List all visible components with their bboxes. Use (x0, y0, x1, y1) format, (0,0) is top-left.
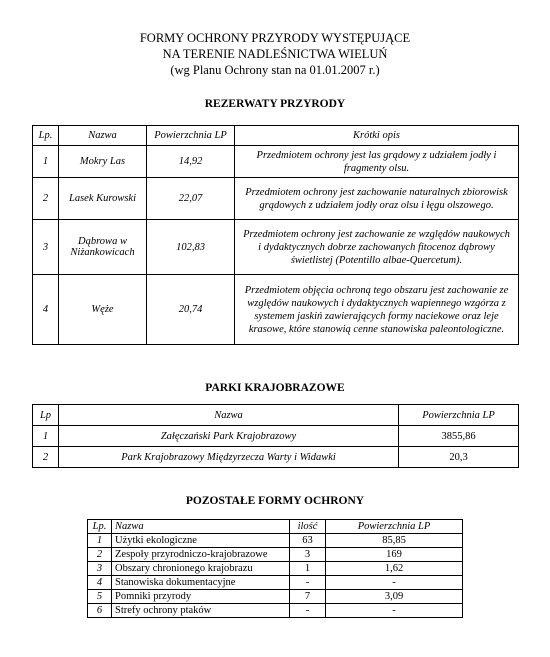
form-count: 1 (290, 562, 326, 576)
row-number: 6 (88, 604, 112, 618)
table-row (88, 576, 463, 590)
column-header: Powierzchnia LP (326, 520, 463, 534)
row-number: 1 (33, 146, 59, 178)
form-name: Użytki ekologiczne (112, 534, 290, 548)
table-row (33, 220, 519, 275)
form-count: 63 (290, 534, 326, 548)
header-line-1: FORMY OCHRONY PRZYRODY WYSTĘPUJĄCE (139, 31, 411, 45)
park-area: 20,3 (399, 447, 519, 468)
column-header: Lp. (88, 520, 112, 534)
column-header: Powierzchnia LP (147, 126, 235, 146)
table-row (33, 146, 519, 178)
reserve-area: 20,74 (147, 275, 235, 345)
row-number: 1 (88, 534, 112, 548)
table-row (88, 590, 463, 604)
column-header: Krótki opis (235, 126, 519, 146)
table-row (88, 562, 463, 576)
form-count: - (290, 604, 326, 618)
row-number: 3 (88, 562, 112, 576)
table-row (88, 548, 463, 562)
other-forms-title: POZOSTAŁE FORMY OCHRONY (185, 495, 365, 507)
document-header (0, 30, 550, 78)
column-header: Nazwa (112, 520, 290, 534)
column-header: Nazwa (59, 126, 147, 146)
table-row (88, 534, 463, 548)
reserve-description: Przedmiotem objęcia ochroną tego obszaru jest zachowanie ze względów naukowych i dydaktycznych wapiennego wzgórza z systemem jaskiń zawierających formy naciekowe oraz leje krasowe, które stanowią cenne stanowiska paleontologiczne. (235, 275, 519, 345)
form-area: 169 (326, 548, 463, 562)
table-row (33, 447, 519, 468)
form-area: - (326, 576, 463, 590)
row-number: 4 (33, 275, 59, 345)
form-area: 1,62 (326, 562, 463, 576)
form-count: 7 (290, 590, 326, 604)
reserve-name: Dąbrowa w Niżankowicach (59, 220, 147, 275)
column-header: Nazwa (59, 405, 399, 426)
parks-table (32, 404, 519, 468)
form-area: 3,09 (326, 590, 463, 604)
reserve-name: Węże (59, 275, 147, 345)
table-row (33, 275, 519, 345)
table-row (33, 426, 519, 447)
table-row (88, 604, 463, 618)
row-number: 4 (88, 576, 112, 590)
form-name: Strefy ochrony ptaków (112, 604, 290, 618)
form-area: - (326, 604, 463, 618)
reserve-description: Przedmiotem ochrony jest zachowanie ze względów naukowych i dydaktycznych dobrze zachowanych fitocenoz dąbrowy świetlistej (Potentillo albae-Quercetum). (235, 220, 519, 275)
park-area: 3855,86 (399, 426, 519, 447)
header-line-2: NA TERENIE NADLEŚNICTWA WIELUŃ (162, 47, 388, 61)
reserve-area: 14,92 (147, 146, 235, 178)
reserves-title: REZERWATY PRZYRODY (204, 98, 346, 110)
reserve-description: Przedmiotem ochrony jest las grądowy z udziałem jodły i fragmenty olsu. (235, 146, 519, 178)
parks-title: PARKI KRAJOBRAZOWE (205, 382, 345, 394)
form-name: Pomniki przyrody (112, 590, 290, 604)
column-header: Lp. (33, 126, 59, 146)
form-name: Zespoły przyrodniczo-krajobrazowe (112, 548, 290, 562)
reserves-table (32, 125, 519, 345)
reserve-area: 102,83 (147, 220, 235, 275)
row-number: 3 (33, 220, 59, 275)
reserve-area: 22,07 (147, 178, 235, 220)
form-name: Obszary chronionego krajobrazu (112, 562, 290, 576)
column-header: Lp (33, 405, 59, 426)
table-row (33, 178, 519, 220)
form-name: Stanowiska dokumentacyjne (112, 576, 290, 590)
column-header: ilość (290, 520, 326, 534)
park-name: Park Krajobrazowy Międzyrzecza Warty i Widawki (59, 447, 399, 468)
row-number: 5 (88, 590, 112, 604)
reserve-name: Lasek Kurowski (59, 178, 147, 220)
row-number: 2 (88, 548, 112, 562)
other-forms-table (87, 519, 463, 618)
park-name: Załęczański Park Krajobrazowy (59, 426, 399, 447)
row-number: 2 (33, 447, 59, 468)
form-area: 85,85 (326, 534, 463, 548)
column-header: Powierzchnia LP (399, 405, 519, 426)
reserve-description: Przedmiotem ochrony jest zachowanie naturalnych zbiorowisk grądowych z udziałem jodły oraz olsu i łęgu olszowego. (235, 178, 519, 220)
row-number: 1 (33, 426, 59, 447)
table-header-row (33, 405, 519, 426)
table-header-row (33, 126, 519, 146)
header-line-3: (wg Planu Ochrony stan na 01.01.2007 r.) (170, 63, 380, 77)
form-count: 3 (290, 548, 326, 562)
row-number: 2 (33, 178, 59, 220)
reserve-name: Mokry Las (59, 146, 147, 178)
table-header-row (88, 520, 463, 534)
form-count: - (290, 576, 326, 590)
